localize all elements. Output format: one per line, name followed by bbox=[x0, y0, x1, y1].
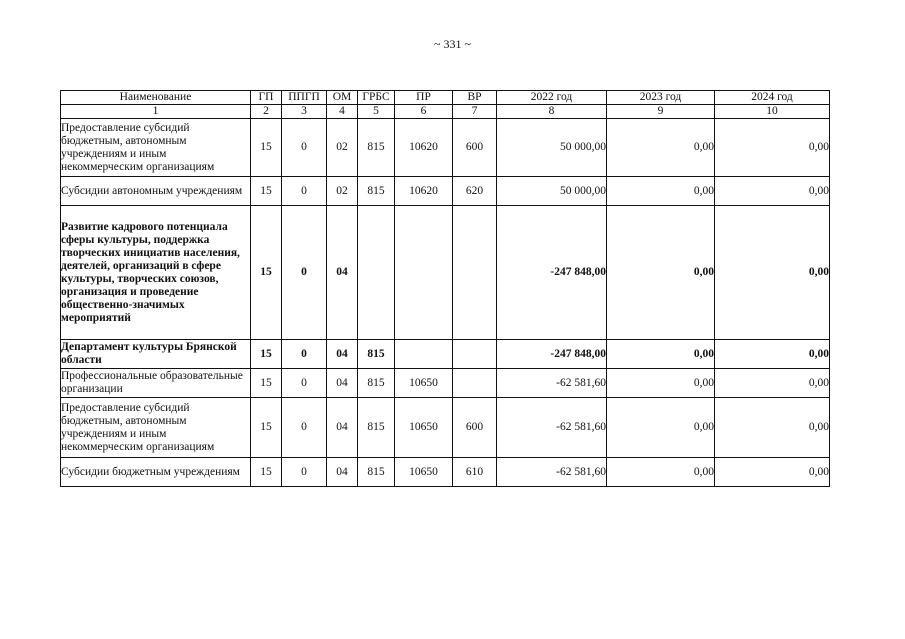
header-name: Наименование bbox=[61, 91, 251, 105]
table-row bbox=[61, 458, 830, 487]
table-row bbox=[61, 119, 830, 177]
header-2023: 2023 год bbox=[607, 91, 715, 105]
table-row bbox=[61, 398, 830, 458]
row-name: Предоставление субсидий бюджетным, автономным учреждениям и иным некоммерческим организациям bbox=[61, 119, 251, 177]
cell-2022: -247 848,00 bbox=[497, 340, 607, 369]
cell-grbs bbox=[358, 206, 395, 340]
cell-ppgp: 0 bbox=[282, 369, 327, 398]
cell-2022: -62 581,60 bbox=[497, 458, 607, 487]
cell-grbs: 815 bbox=[358, 369, 395, 398]
row-name: Профессиональные образовательные организации bbox=[61, 369, 251, 398]
header-row bbox=[61, 91, 830, 105]
cell-2022: -247 848,00 bbox=[497, 206, 607, 340]
cell-om: 04 bbox=[327, 340, 358, 369]
row-name: Предоставление субсидий бюджетным, автономным учреждениям и иным некоммерческим организациям bbox=[61, 398, 251, 458]
table-row bbox=[61, 340, 830, 369]
cell-gp: 15 bbox=[251, 398, 282, 458]
budget-table bbox=[60, 90, 830, 487]
index-cell: 3 bbox=[282, 105, 327, 119]
index-cell: 9 bbox=[607, 105, 715, 119]
cell-2022: 50 000,00 bbox=[497, 177, 607, 206]
cell-gp: 15 bbox=[251, 206, 282, 340]
cell-2023: 0,00 bbox=[607, 340, 715, 369]
cell-pr: 10650 bbox=[395, 398, 453, 458]
index-cell: 5 bbox=[358, 105, 395, 119]
cell-vr: 600 bbox=[453, 119, 497, 177]
cell-om: 04 bbox=[327, 369, 358, 398]
cell-om: 04 bbox=[327, 458, 358, 487]
cell-pr: 10620 bbox=[395, 119, 453, 177]
cell-ppgp: 0 bbox=[282, 398, 327, 458]
cell-2023: 0,00 bbox=[607, 369, 715, 398]
index-cell: 7 bbox=[453, 105, 497, 119]
cell-grbs: 815 bbox=[358, 398, 395, 458]
table-row bbox=[61, 177, 830, 206]
cell-ppgp: 0 bbox=[282, 119, 327, 177]
cell-om: 04 bbox=[327, 206, 358, 340]
cell-2024: 0,00 bbox=[715, 458, 830, 487]
cell-2023: 0,00 bbox=[607, 177, 715, 206]
cell-2024: 0,00 bbox=[715, 119, 830, 177]
page-number: ~ 331 ~ bbox=[434, 37, 471, 51]
cell-vr: 610 bbox=[453, 458, 497, 487]
cell-2024: 0,00 bbox=[715, 398, 830, 458]
cell-ppgp: 0 bbox=[282, 177, 327, 206]
cell-pr: 10620 bbox=[395, 177, 453, 206]
cell-2023: 0,00 bbox=[607, 458, 715, 487]
index-cell: 10 bbox=[715, 105, 830, 119]
row-name: Субсидии автономным учреждениям bbox=[61, 177, 251, 206]
header-ppgp: ППГП bbox=[282, 91, 327, 105]
cell-2024: 0,00 bbox=[715, 177, 830, 206]
cell-2023: 0,00 bbox=[607, 398, 715, 458]
header-om: ОМ bbox=[327, 91, 358, 105]
column-index-row bbox=[61, 105, 830, 119]
table-row bbox=[61, 206, 830, 340]
header-2022: 2022 год bbox=[497, 91, 607, 105]
header-grbs: ГРБС bbox=[358, 91, 395, 105]
cell-vr bbox=[453, 206, 497, 340]
cell-2022: -62 581,60 bbox=[497, 369, 607, 398]
cell-vr: 600 bbox=[453, 398, 497, 458]
row-name: Департамент культуры Брянской области bbox=[61, 340, 251, 369]
cell-gp: 15 bbox=[251, 177, 282, 206]
cell-vr bbox=[453, 340, 497, 369]
cell-gp: 15 bbox=[251, 119, 282, 177]
cell-pr: 10650 bbox=[395, 458, 453, 487]
cell-gp: 15 bbox=[251, 340, 282, 369]
index-cell: 2 bbox=[251, 105, 282, 119]
row-name: Развитие кадрового потенциала сферы культуры, поддержка творческих инициатив населения, деятелей, организаций в сфере культуры, творческих союзов, организация и проведение общественно-значимых мероприятий bbox=[61, 206, 251, 340]
cell-2022: 50 000,00 bbox=[497, 119, 607, 177]
cell-2022: -62 581,60 bbox=[497, 398, 607, 458]
cell-grbs: 815 bbox=[358, 177, 395, 206]
cell-grbs: 815 bbox=[358, 119, 395, 177]
header-vr: ВР bbox=[453, 91, 497, 105]
cell-gp: 15 bbox=[251, 369, 282, 398]
cell-vr: 620 bbox=[453, 177, 497, 206]
cell-2024: 0,00 bbox=[715, 340, 830, 369]
cell-2024: 0,00 bbox=[715, 369, 830, 398]
header-2024: 2024 год bbox=[715, 91, 830, 105]
index-cell: 1 bbox=[61, 105, 251, 119]
cell-vr bbox=[453, 369, 497, 398]
index-cell: 8 bbox=[497, 105, 607, 119]
header-gp: ГП bbox=[251, 91, 282, 105]
cell-om: 04 bbox=[327, 398, 358, 458]
cell-pr bbox=[395, 340, 453, 369]
cell-2023: 0,00 bbox=[607, 119, 715, 177]
cell-pr bbox=[395, 206, 453, 340]
cell-ppgp: 0 bbox=[282, 458, 327, 487]
cell-gp: 15 bbox=[251, 458, 282, 487]
cell-2023: 0,00 bbox=[607, 206, 715, 340]
index-cell: 4 bbox=[327, 105, 358, 119]
cell-grbs: 815 bbox=[358, 458, 395, 487]
cell-pr: 10650 bbox=[395, 369, 453, 398]
table-row bbox=[61, 369, 830, 398]
header-pr: ПР bbox=[395, 91, 453, 105]
cell-om: 02 bbox=[327, 119, 358, 177]
cell-grbs: 815 bbox=[358, 340, 395, 369]
row-name: Субсидии бюджетным учреждениям bbox=[61, 458, 251, 487]
cell-ppgp: 0 bbox=[282, 206, 327, 340]
cell-om: 02 bbox=[327, 177, 358, 206]
index-cell: 6 bbox=[395, 105, 453, 119]
cell-ppgp: 0 bbox=[282, 340, 327, 369]
cell-2024: 0,00 bbox=[715, 206, 830, 340]
